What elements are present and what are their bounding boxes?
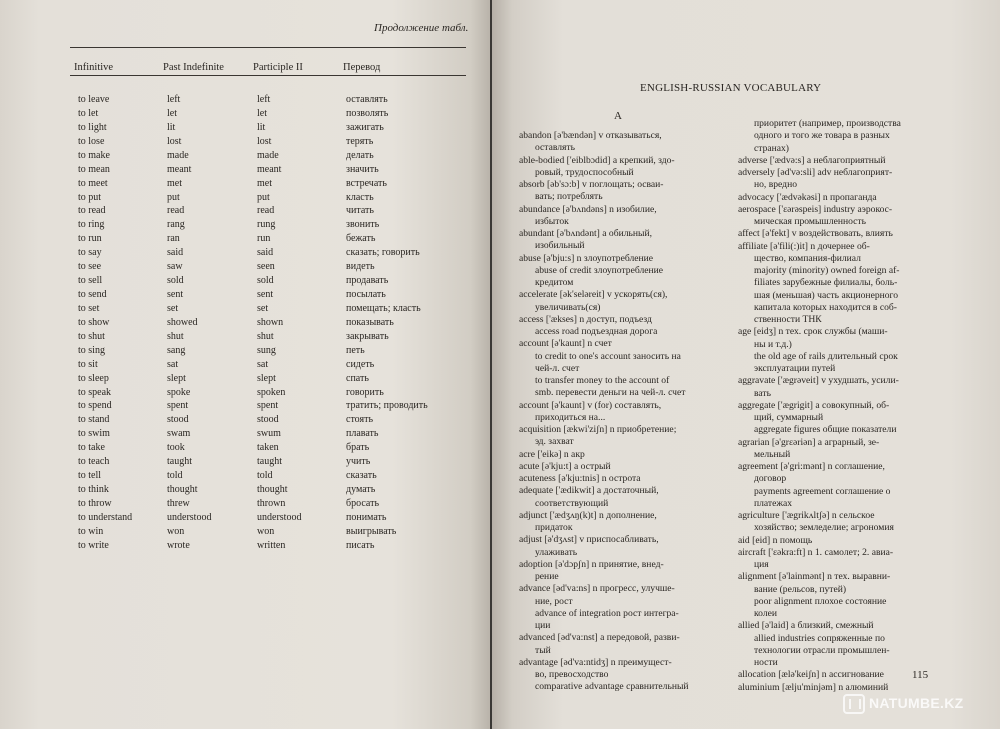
vocabulary-line: advanced [əd'va:nst] a передовой, разви- [519, 632, 680, 644]
vocabulary-line: payments agreement соглашение о [754, 485, 891, 497]
vocabulary-line: abuse [ə'bju:s] n злоупотребление [519, 252, 654, 264]
cell-infinitive: to sing [78, 344, 105, 356]
vocabulary-line: account [ə'kaunt] v (for) составлять, [519, 399, 662, 411]
vocabulary-line: договор [754, 473, 787, 485]
cell-infinitive: to sit [78, 358, 98, 370]
cell-participle: thrown [257, 497, 286, 509]
cell-past-indefinite: sang [167, 344, 186, 356]
table-row [0, 526, 490, 540]
col-header-translation: Перевод [343, 62, 381, 73]
vocabulary-line: чей-л. счет [535, 362, 580, 374]
vocabulary-line: странах) [754, 142, 790, 154]
vocabulary-line: вание (рельсов, путей) [754, 583, 847, 595]
vocabulary-line: во, превосходство [535, 669, 609, 680]
cell-infinitive: to tell [78, 470, 102, 482]
vocabulary-line: agriculture ['ægrikʌltʃə] n сельское [738, 510, 875, 521]
vocabulary-column-right [738, 118, 940, 694]
cell-translation: выигрывать [346, 525, 397, 537]
vocabulary-line: платежах [754, 497, 793, 509]
vocabulary-line: шая (меньшая) часть акционерного [754, 289, 899, 301]
cell-past-indefinite: told [167, 470, 183, 482]
cell-participle: sold [257, 275, 274, 287]
vocabulary-line: избыток [535, 215, 569, 227]
vocabulary-line: smb. перевести деньги на чей-л. счет [535, 387, 686, 399]
table-row [0, 261, 490, 275]
cell-infinitive: to write [78, 539, 109, 551]
vocabulary-line: agrarian [ə'grɛəriən] a аграрный, зе- [738, 436, 880, 448]
table-row [0, 289, 490, 303]
col-header-infinitive: Infinitive [74, 62, 114, 73]
cell-infinitive: to read [78, 205, 106, 217]
vocabulary-line: agreement [ə'gri:mənt] n соглашение, [738, 461, 885, 472]
cell-infinitive: to leave [78, 94, 110, 105]
cell-translation: сидеть [346, 358, 375, 370]
cell-translation: видеть [346, 261, 375, 273]
vocabulary-line: ственности ТНК [754, 314, 822, 325]
vocabulary-line: access road подъездная дорога [535, 326, 658, 337]
cell-past-indefinite: read [167, 205, 185, 217]
vocabulary-line: aggregate figures общие показатели [754, 424, 897, 436]
vocabulary-line: изобильный [535, 240, 585, 252]
vocabulary-line: comparative advantage сравнительный [535, 681, 689, 693]
cell-participle: swum [257, 428, 281, 440]
cell-infinitive: to make [78, 149, 110, 161]
table-row [0, 498, 490, 512]
vocabulary-line: affect [ə'fekt] v воздействовать, влиять [738, 228, 893, 240]
cell-translation: звонить [346, 219, 380, 231]
vocabulary-line: ровый, трудоспособный [535, 166, 634, 178]
cell-translation: делать [346, 149, 374, 161]
table-row [0, 136, 490, 150]
cell-past-indefinite: wrote [167, 539, 190, 551]
table-row [0, 150, 490, 164]
cell-past-indefinite: threw [167, 497, 190, 509]
cell-past-indefinite: sold [167, 275, 184, 287]
vocabulary-line: ние, рост [535, 595, 573, 607]
vocabulary-line: aerospace ['ɛərəspeis] industry аэрокос- [738, 203, 893, 215]
cell-translation: оставлять [346, 94, 388, 105]
vocabulary-line: но, вредно [754, 179, 797, 191]
cell-past-indefinite: made [167, 149, 189, 161]
vocabulary-line: приоритет (например, производства [754, 118, 901, 129]
cell-infinitive: to put [78, 191, 102, 203]
col-header-past-indefinite: Past Indefinite [163, 62, 224, 73]
vocabulary-line: ция [754, 559, 769, 570]
cell-translation: думать [346, 484, 376, 496]
vocabulary-line: улаживать [535, 546, 578, 558]
vocabulary-line: acre ['eikə] n акр [519, 448, 585, 460]
vocabulary-line: капитала которых находится в соб- [754, 301, 897, 313]
cell-participle: told [257, 470, 273, 482]
watermark-logo-icon [843, 694, 865, 714]
table-row [0, 192, 490, 206]
table-row [0, 456, 490, 470]
table-row [0, 164, 490, 178]
cell-infinitive: to set [78, 302, 100, 314]
section-letter: A [614, 110, 622, 122]
cell-infinitive: to throw [78, 497, 112, 509]
cell-infinitive: to say [78, 247, 102, 259]
cell-infinitive: to swim [78, 428, 110, 440]
vocabulary-line: acquisition [ækwi'ziʃn] n приобретение; [519, 424, 677, 435]
cell-participle: said [257, 247, 274, 259]
vocabulary-line: ности [754, 657, 778, 668]
page-number: 115 [912, 669, 929, 681]
vocabulary-line: abundant [ə'bʌndənt] a обильный, [519, 228, 652, 239]
cell-translation: плавать [346, 428, 379, 440]
cell-translation: позволять [346, 107, 389, 119]
cell-past-indefinite: showed [167, 316, 198, 328]
cell-participle: understood [257, 511, 302, 523]
cell-participle: met [257, 177, 272, 189]
vocabulary-line: aid [eid] n помощь [738, 534, 813, 546]
cell-translation: класть [346, 191, 374, 203]
cell-participle: rung [257, 219, 276, 231]
cell-infinitive: to lose [78, 135, 105, 147]
cell-participle: run [257, 233, 271, 245]
table-row [0, 540, 490, 554]
cell-infinitive: to ring [78, 219, 105, 231]
vocabulary-line: abuse of credit злоупотребление [535, 264, 664, 276]
vocabulary-line: соответствующий [535, 497, 609, 509]
cell-infinitive: to take [78, 442, 105, 454]
cell-infinitive: to shut [78, 330, 105, 342]
table-row [0, 400, 490, 414]
cell-participle: let [257, 107, 267, 119]
cell-past-indefinite: shut [167, 330, 184, 342]
cell-translation: бежать [346, 233, 376, 245]
table-row [0, 428, 490, 442]
vocabulary-line: придаток [535, 522, 573, 533]
vocabulary-line: adoption [ə'dɔpʃn] n принятие, внед- [519, 558, 664, 570]
vocabulary-line: affiliate [ə'fili(:)it] n дочернее об- [738, 240, 870, 252]
table-row [0, 373, 490, 387]
vocabulary-line: вать [754, 387, 771, 399]
cell-translation: встречать [346, 177, 387, 189]
vocabulary-line: оставлять [535, 142, 576, 154]
cell-participle: spent [257, 400, 279, 412]
vocabulary-line: aircraft ['ɛəkra:ft] n 1. самолет; 2. авиа- [738, 546, 894, 558]
cell-participle: read [257, 205, 275, 217]
cell-translation: говорить [346, 386, 384, 398]
vocabulary-line: adjust [ə'dʒʌst] v приспосабливать, [519, 534, 659, 546]
cell-translation: зажигать [346, 121, 384, 133]
vocabulary-line: одного и того же товара в разных [754, 130, 890, 142]
vocabulary-line: увеличивать(ся) [535, 301, 601, 313]
vocabulary-line: adequate ['ædikwit] a достаточный, [519, 485, 659, 497]
cell-past-indefinite: ran [167, 233, 180, 245]
vocabulary-line: adverse ['ædvə:s] a неблагоприятный [738, 154, 886, 166]
table-row [0, 317, 490, 331]
cell-participle: won [257, 525, 275, 537]
vocabulary-line: aluminium [ælju'minjəm] n алюминий [738, 681, 889, 693]
vocabulary-line: allocation [ælə'keiʃn] n ассигнование [738, 669, 884, 681]
cell-past-indefinite: won [167, 525, 185, 537]
cell-participle: spoken [257, 386, 286, 398]
cell-translation: читать [346, 205, 374, 217]
cell-infinitive: to think [78, 484, 109, 496]
vocabulary-line: filiates зарубежные филиалы, боль- [754, 277, 898, 289]
cell-participle: sent [257, 289, 274, 301]
cell-infinitive: to send [78, 289, 107, 301]
cell-past-indefinite: understood [167, 511, 212, 523]
vocabulary-column-left [519, 130, 739, 694]
vocabulary-line: abundance [ə'bʌndəns] n изобилие, [519, 203, 657, 215]
vocabulary-line: колеи [754, 608, 778, 619]
table-row [0, 122, 490, 136]
vocabulary-line: advance of integration рост интегра- [535, 607, 679, 619]
table-row [0, 470, 490, 484]
cell-past-indefinite: meant [167, 163, 192, 175]
cell-participle: seen [257, 261, 275, 273]
vocabulary-line: absorb [əb'sɔ:b] v поглощать; осваи- [519, 179, 664, 190]
cell-translation: писать [346, 539, 375, 551]
table-row [0, 219, 490, 233]
cell-infinitive: to meet [78, 177, 108, 189]
cell-translation: учить [346, 456, 371, 468]
vocabulary-line: account [ə'kaunt] n счет [519, 338, 612, 350]
table-top-rule [70, 47, 466, 48]
vocabulary-line: хозяйство; земледелие; агрономия [754, 522, 894, 534]
cell-past-indefinite: rang [167, 219, 185, 231]
vocabulary-line: aggregate ['ægrigit] a совокупный, об- [738, 399, 890, 411]
cell-participle: put [257, 191, 270, 203]
cell-past-indefinite: sat [167, 358, 179, 370]
table-row [0, 484, 490, 498]
vocabulary-line: технологии отрасли промышлен- [754, 644, 890, 656]
left-page [0, 0, 490, 729]
cell-translation: помещать; класть [346, 302, 421, 314]
watermark [843, 694, 993, 718]
vocabulary-line: access ['ækses] n доступ, подъезд [519, 313, 652, 325]
cell-past-indefinite: stood [167, 414, 189, 426]
vocabulary-line: приходиться на... [535, 411, 606, 423]
cell-translation: бросать [346, 497, 380, 509]
table-row [0, 345, 490, 359]
cell-translation: сказать; говорить [346, 247, 420, 259]
vocabulary-line: эд. захват [535, 436, 574, 448]
table-row [0, 247, 490, 261]
cell-translation: терять [346, 135, 374, 147]
cell-participle: made [257, 149, 279, 161]
cell-past-indefinite: saw [167, 261, 183, 273]
cell-translation: значить [346, 163, 379, 175]
cell-past-indefinite: let [167, 107, 177, 119]
cell-translation: закрывать [346, 330, 389, 342]
cell-translation: спать [346, 372, 369, 384]
vocabulary-title: ENGLISH-RUSSIAN VOCABULARY [640, 82, 822, 94]
cell-participle: shown [257, 316, 284, 328]
cell-participle: lost [257, 135, 272, 147]
cell-infinitive: to light [78, 121, 107, 133]
vocabulary-line: щество, компания-филиал [754, 252, 861, 264]
cell-infinitive: to spend [78, 400, 112, 412]
cell-participle: shut [257, 330, 274, 342]
cell-past-indefinite: thought [167, 484, 198, 496]
cell-participle: sat [257, 358, 269, 370]
cell-infinitive: to teach [78, 456, 110, 468]
cell-participle: thought [257, 484, 288, 496]
vocabulary-line: ны и т.д.) [754, 338, 792, 350]
vocabulary-line: advance [əd'va:ns] n прогресс, улучше- [519, 583, 675, 595]
cell-past-indefinite: spent [167, 400, 189, 412]
vocabulary-line: majority (minority) owned foreign af- [754, 265, 900, 276]
table-row [0, 442, 490, 456]
cell-past-indefinite: slept [167, 372, 186, 384]
cell-infinitive: to sleep [78, 372, 109, 384]
table-row [0, 233, 490, 247]
table-row [0, 331, 490, 345]
cell-participle: left [257, 94, 271, 105]
vocabulary-line: тый [535, 644, 551, 656]
col-header-participle: Participle II [253, 62, 303, 73]
cell-translation: понимать [346, 511, 387, 523]
table-row [0, 359, 490, 373]
vocabulary-line: вать; потреблять [535, 191, 603, 203]
cell-participle: meant [257, 163, 282, 175]
cell-past-indefinite: took [167, 442, 185, 454]
vocabulary-line: рение [535, 571, 559, 582]
vocabulary-line: poor alignment плохое состояние [754, 595, 887, 607]
cell-infinitive: to sell [78, 275, 103, 287]
vocabulary-line: alignment [ə'lainmənt] n тех. выравни- [738, 571, 891, 583]
cell-translation: продавать [346, 275, 389, 287]
vocabulary-line: the old age of rails длительный срок [754, 350, 898, 362]
cell-translation: тратить; проводить [346, 400, 428, 412]
continuation-title: Продолжение табл. [374, 22, 469, 34]
table-row [0, 178, 490, 192]
cell-translation: стоять [346, 414, 374, 426]
table-row [0, 387, 490, 401]
cell-participle: set [257, 302, 269, 314]
vocabulary-line: advocacy ['ædvəkəsi] n пропаганда [738, 191, 877, 203]
cell-translation: брать [346, 442, 370, 454]
vocabulary-line: мельный [754, 448, 791, 460]
table-row [0, 94, 490, 108]
table-row [0, 108, 490, 122]
cell-infinitive: to speak [78, 386, 112, 398]
cell-infinitive: to see [78, 261, 102, 273]
vocabulary-line: to transfer money to the account of [535, 375, 670, 386]
cell-past-indefinite: spoke [167, 386, 191, 398]
cell-infinitive: to win [78, 525, 104, 537]
vocabulary-line: adjunct ['ædʒʌŋ(k)t] n дополнение, [519, 509, 657, 521]
cell-infinitive: to mean [78, 163, 110, 175]
cell-infinitive: to run [78, 233, 102, 245]
vocabulary-line: to credit to one's account заносить на [535, 350, 681, 362]
cell-translation: сказать [346, 470, 377, 482]
vocabulary-line: щий, суммарный [754, 412, 824, 423]
vocabulary-line: кредитом [535, 277, 574, 288]
vocabulary-line: allied industries сопряженные по [754, 632, 885, 644]
table-row [0, 275, 490, 289]
cell-participle: sung [257, 344, 276, 356]
cell-past-indefinite: sent [167, 289, 184, 301]
vocabulary-line: эксплуатации путей [754, 363, 836, 374]
vocabulary-line: advantage [əd'va:ntidʒ] n преимущест- [519, 656, 672, 668]
vocabulary-line: able-bodied ['eiblbɔdid] a крепкий, здо- [519, 154, 675, 166]
cell-participle: slept [257, 372, 276, 384]
table-row [0, 414, 490, 428]
cell-infinitive: to let [78, 107, 99, 119]
table-row [0, 205, 490, 219]
vocabulary-line: accelerate [ək'seləreit] v ускорять(ся), [519, 289, 668, 301]
vocabulary-line: acute [ə'kju:t] a острый [519, 460, 611, 472]
cell-participle: written [257, 539, 286, 551]
vocabulary-line: age [eidʒ] n тех. срок службы (маши- [738, 326, 888, 338]
cell-translation: посылать [346, 289, 386, 301]
cell-participle: stood [257, 414, 279, 426]
vocabulary-line: allied [ə'laid] a близкий, смежный [738, 620, 874, 632]
cell-past-indefinite: met [167, 177, 182, 189]
table-row [0, 512, 490, 526]
cell-past-indefinite: put [167, 191, 180, 203]
cell-infinitive: to understand [78, 511, 133, 523]
cell-translation: петь [346, 344, 365, 356]
cell-translation: показывать [346, 316, 394, 328]
vocabulary-line: мическая промышленность [754, 216, 866, 227]
cell-past-indefinite: lost [167, 135, 182, 147]
cell-past-indefinite: set [167, 302, 179, 314]
cell-past-indefinite: taught [167, 456, 192, 468]
vocabulary-line: aggravate ['ægrəveit] v ухудшать, усили- [738, 375, 899, 387]
watermark-text: NATUMBE.KZ [869, 695, 964, 711]
cell-infinitive: to stand [78, 414, 110, 426]
cell-past-indefinite: swam [167, 428, 191, 440]
vocabulary-line: ции [535, 620, 551, 631]
table-row [0, 303, 490, 317]
vocabulary-line: acuteness [ə'kju:tnis] n острота [519, 473, 641, 484]
cell-past-indefinite: lit [167, 121, 176, 133]
vocabulary-line: adversely [əd'və:sli] adv неблагоприят- [738, 167, 893, 178]
cell-past-indefinite: left [167, 94, 181, 105]
cell-participle: lit [257, 121, 266, 133]
cell-past-indefinite: said [167, 247, 184, 259]
cell-participle: taken [257, 442, 279, 454]
header-bottom-rule [70, 75, 466, 76]
cell-participle: taught [257, 456, 282, 468]
cell-infinitive: to show [78, 316, 110, 328]
vocabulary-line: abandon [ə'bændən] v отказываться, [519, 130, 662, 141]
